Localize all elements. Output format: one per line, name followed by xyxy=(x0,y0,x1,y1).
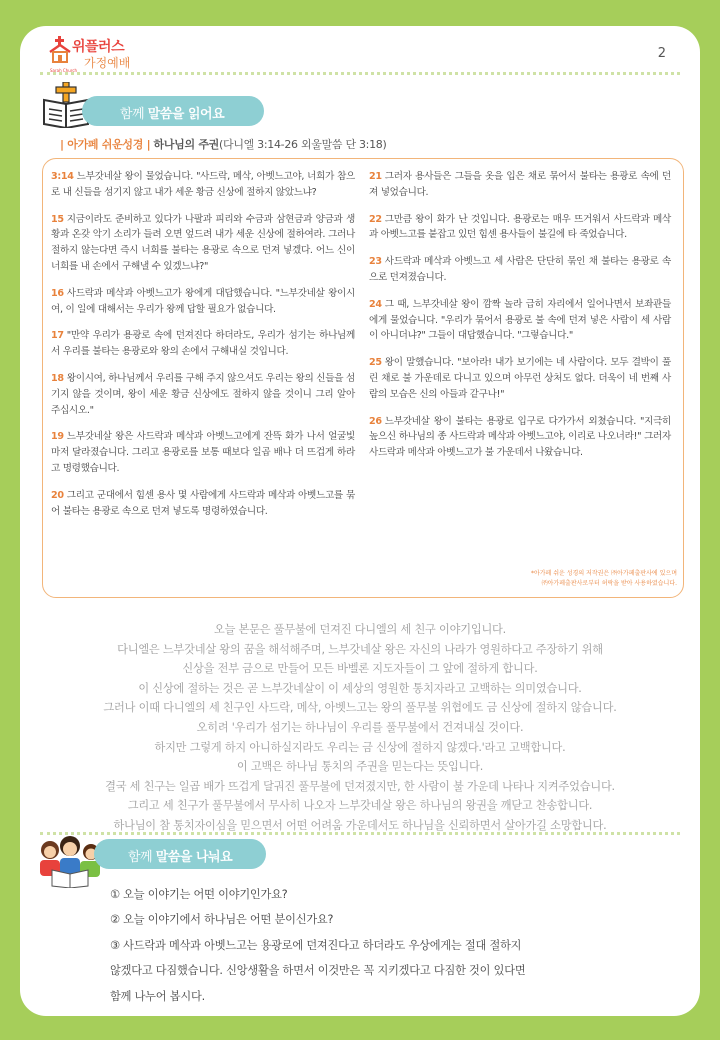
verse-text: 사드락과 메삭과 아벳느고 세 사람은 단단히 묶인 채 불타는 용광로 속으로 던져졌습니다. xyxy=(369,256,671,283)
section-title-share xyxy=(128,846,232,865)
divider xyxy=(40,832,680,835)
logo xyxy=(48,34,178,74)
commentary-line: 오늘 본문은 풀무불에 던져진 다니엘의 세 친구 이야기입니다. xyxy=(213,623,507,636)
section-title-bold: 말씀을 읽어요 xyxy=(147,107,225,122)
verse-number: 24 xyxy=(369,298,382,310)
section-title-bold: 말씀을 나눠요 xyxy=(155,850,233,865)
commentary-line: 신상을 전부 금으로 만들어 모든 바벨론 지도자들이 그 앞에 절하게 합니다. xyxy=(182,662,538,676)
verse-text: 그러자 용사들은 그들을 옷을 입은 채로 묶어서 불타는 용광로 속에 던져 넣었습니다. xyxy=(369,171,671,198)
passage-verses: (다니엘 3:14-26 외울말씀 단 3:18) xyxy=(219,138,387,151)
question-line: 않겠다고 다짐했습니다. 신앙생활을 하면서 이것만은 꼭 지키겠다고 다짐한 것이 있다면 xyxy=(110,964,526,978)
verse xyxy=(369,414,671,461)
verse xyxy=(369,297,671,344)
commentary-line: 그러나 이때 다니엘의 세 친구인 사드락, 메삭, 아벳느고는 왕의 풀무불 위협에도 금 신상에 절하지 않습니다. xyxy=(103,701,617,715)
commentary-line: 하나님이 참 통치자이심을 믿으면서 어떤 어려움 가운데서도 하나님을 신뢰하면서 살아가길 소망합니다. xyxy=(113,818,607,832)
section-title-read xyxy=(120,103,224,122)
verse-number: 26 xyxy=(369,415,382,427)
logo-subtitle: 가정예배 xyxy=(84,56,131,70)
commentary xyxy=(30,620,690,836)
church-logo-icon xyxy=(48,36,72,66)
verse-text: 왕이 말했습니다. "보아라! 내가 보기에는 네 사람이다. 모두 결박이 풀린 채로 불 가운데로 다니고 있으며 아무런 상처도 없다. 더욱이 네 번째 사람의 모습은 신의 아들과 같구나!" xyxy=(369,357,671,400)
verse xyxy=(369,169,671,201)
verse xyxy=(51,169,355,201)
question-line: ① 오늘 이야기는 어떤 이야기인가요? xyxy=(110,888,288,901)
verse-number: 19 xyxy=(51,431,64,443)
page-number: 2 xyxy=(657,46,666,61)
verse-number: 20 xyxy=(51,489,64,501)
verse-number: 23 xyxy=(369,256,382,268)
commentary-line: 이 고백은 하나님 통치의 주권을 믿는다는 뜻입니다. xyxy=(236,760,484,774)
verse-text: 느부갓네살 왕이 물었습니다. "사드락, 메삭, 아벳느고야, 너희가 참으로 내 신들을 섬기지 않고 내가 세운 황금 신상에 절하지 않았느냐? xyxy=(51,171,355,198)
verse xyxy=(369,355,671,402)
commentary-line: 결국 세 친구는 일곱 배가 뜨겁게 달궈진 풀무불에 던져졌지만, 한 사람이 불 가운데 나타나 지켜주었습니다. xyxy=(105,779,615,793)
commentary-line: 오히려 '우리가 섬기는 하나님이 우리를 풀무불에서 건져내실 것이다. xyxy=(196,720,524,734)
verse-number: 25 xyxy=(369,357,382,369)
question-line: ③ 사드락과 메삭과 아벳느고는 용광로에 던져진다고 하더라도 우상에게는 절대 절하지 xyxy=(110,938,522,952)
copyright-note xyxy=(531,569,677,589)
section-title-light: 함께 xyxy=(128,850,156,865)
verses-left-column xyxy=(51,169,355,530)
verse-number: 16 xyxy=(51,287,64,299)
verse-text: 느부갓네살 왕이 불타는 용광로 입구로 다가가서 외쳤습니다. "지극히 높으신 하나님의 종 사드락과 메삭과 아벳느고야, 이리로 나오너라!" 그러자 사드락과 메삭과 아벳느고가 불 가운데서 나왔습니다. xyxy=(369,415,671,459)
verse xyxy=(51,429,355,476)
verse xyxy=(51,286,355,318)
verses-right-column xyxy=(369,169,671,472)
verse xyxy=(51,212,355,275)
verse-text: 그만큼 왕이 화가 난 것입니다. 용광로는 매우 뜨거워서 사드락과 메삭과 아벳느고를 붙잡고 있던 힘센 용사들이 불길에 타 죽었습니다. xyxy=(369,213,671,241)
discussion-questions xyxy=(110,882,525,1009)
verse-number: 15 xyxy=(51,213,64,225)
verse xyxy=(51,488,355,520)
verse xyxy=(51,328,355,360)
verse xyxy=(369,212,671,244)
section-title-light: 함께 xyxy=(120,107,148,122)
scripture-reference xyxy=(60,136,386,152)
verse-number: 21 xyxy=(369,171,382,182)
logo-title: 위플러스 xyxy=(72,39,125,55)
bible-version: | 아가페 쉬운성경 | xyxy=(60,138,151,151)
copyright-line: ㈜아가페출판사로부터 허락을 받아 사용하였습니다. xyxy=(541,580,677,587)
scripture-box xyxy=(42,158,684,598)
verse xyxy=(51,371,355,418)
verse-number: 18 xyxy=(51,372,64,384)
logo-caption: Sarah Church xyxy=(50,68,78,73)
commentary-line: 다니엘은 느부갓네살 왕의 꿈을 해석해주며, 느부갓네살 왕은 자신의 나라가 영원하다고 주장하기 위해 xyxy=(117,642,603,656)
verse-number: 3:14 xyxy=(51,171,74,182)
passage-title: 하나님의 주권 xyxy=(153,138,220,151)
verse xyxy=(369,254,671,286)
verse-number: 17 xyxy=(51,330,64,342)
commentary-line: 하지만 그렇게 하지 아니하실지라도 우리는 금 신상에 절하지 않겠다.'라고 고백합니다. xyxy=(154,740,566,754)
verse-text: 그리고 군대에서 힘센 용사 몇 사람에게 사드락과 메삭과 아벳느고를 묶어 불타는 용광로 속으로 던져 넣도록 명령하였습니다. xyxy=(51,489,355,517)
verse-number: 22 xyxy=(369,213,382,225)
verse-text: 사드락과 메삭과 아벳느고가 왕에게 대답했습니다. "느부갓네살 왕이시여, 이 일에 대해서는 우리가 왕께 답할 필요가 없습니다. xyxy=(51,287,355,315)
question-line: ② 오늘 이야기에서 하나님은 어떤 분이신가요? xyxy=(110,913,334,927)
commentary-line: 이 신상에 절하는 것은 곧 느부갓네살이 이 세상의 영원한 통치자라고 고백하는 의미였습니다. xyxy=(138,681,582,695)
verse-text: "만약 우리가 용광로 속에 던져진다 하더라도, 우리가 섬기는 하나님께서 우리를 불타는 용광로와 왕의 손에서 구해내실 것입니다. xyxy=(51,330,355,358)
verse-text: 지금이라도 준비하고 있다가 나팔과 피리와 수금과 삼현금과 양금과 생황과 온갖 악기 소리가 들려 오면 엎드려 내가 세운 신상에 절하여라. 그러나 절하지 않는다면 즉시 너희를 불타는 용광로 속으로 던져 넣겠다. 어느 신이 너희를 내 손에서 구해낼 수 있겠느냐?" xyxy=(51,213,355,272)
divider xyxy=(40,72,680,75)
verse-text: 왕이시여, 하나님께서 우리를 구해 주지 않으셔도 우리는 왕의 신들을 섬기지 않을 것이며, 왕이 세운 황금 신상에도 절하지 않을 것이니 그리 알아 주십시오." xyxy=(51,372,355,416)
verse-text: 느부갓네살 왕은 사드락과 메삭과 아벳느고에게 잔뜩 화가 나서 얼굴빛마저 달라졌습니다. 그리고 용광로를 보통 때보다 일곱 배나 더 뜨겁게 하라고 명령했습니다. xyxy=(51,431,355,474)
verse-text: 그 때, 느부갓네살 왕이 깜짝 놀라 급히 자리에서 일어나면서 보좌관들에게 물었습니다. "우리가 묶어서 용광로 불 속에 던져 넣은 사람이 세 사람이 아니더냐?" 그들이 대답했습니다. "그렇습니다." xyxy=(369,298,671,342)
question-line: 함께 나누어 봅시다. xyxy=(110,989,205,1003)
page xyxy=(20,26,700,1016)
commentary-line: 그리고 세 친구가 풀무불에서 무사히 나오자 느부갓네살 왕은 하나님의 왕권을 깨닫고 찬송합니다. xyxy=(127,799,593,813)
copyright-line: *아가페 쉬운 성경의 저작권은 ㈜아가페출판사에 있으며 xyxy=(530,570,677,577)
